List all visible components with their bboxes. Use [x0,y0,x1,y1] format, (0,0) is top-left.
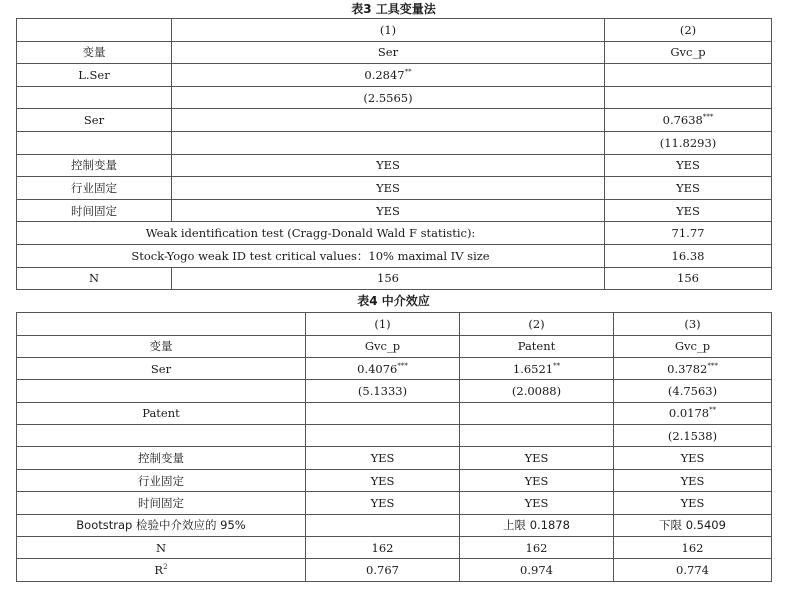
value-cell: 16.38 [605,244,772,267]
value-cell: YES [460,469,614,491]
significance-stars: ** [404,68,412,77]
row-label: Bootstrap 检验中介效应的 95% [17,514,306,536]
value-cell: 162 [460,537,614,559]
value-cell: YES [605,177,772,200]
row-label [17,559,306,581]
col-number: (2) [460,313,614,335]
r2-label: R [154,563,164,578]
col-header: Gvc_p [306,335,460,357]
table-row [17,380,772,402]
table-row [17,402,772,424]
table-row [17,469,772,491]
significance-stars: *** [702,113,714,122]
value-cell: 0.974 [460,559,614,581]
col-number: (1) [306,313,460,335]
table-row [17,109,772,132]
empty-cell [17,131,172,154]
table-row [17,492,772,514]
table-row [17,222,772,245]
significance-stars: *** [397,361,408,370]
table-row [17,537,772,559]
table-row [17,41,772,64]
col-number: (1) [172,19,605,42]
table-row [17,447,772,469]
coef-value: 0.7638 [662,113,703,128]
value-cell: 上限 0.1878 [460,514,614,536]
table-row [17,335,772,357]
coef-value: 1.6521 [512,361,554,376]
value-cell: 71.77 [605,222,772,245]
value-cell: YES [306,469,460,491]
tstat-cell: (2.5565) [172,86,605,109]
significance-stars: ** [709,406,717,415]
col-number: (3) [614,313,772,335]
row-label: N [17,537,306,559]
empty-cell [172,109,605,132]
row-label: 行业固定 [17,177,172,200]
r2-superscript: 2 [163,563,168,572]
value-cell: YES [605,154,772,177]
col-number: (2) [605,19,772,42]
empty-cell [460,425,614,447]
table-row [17,514,772,536]
value-cell: 0.774 [614,559,772,581]
value-cell: YES [172,154,605,177]
value-cell: YES [614,469,772,491]
value-cell: YES [306,492,460,514]
value-cell: YES [614,492,772,514]
coef-value: 0.3782 [667,361,708,376]
value-cell: YES [614,447,772,469]
value-cell: YES [605,199,772,222]
value-cell: YES [460,492,614,514]
row-label: 控制变量 [17,154,172,177]
value-cell: YES [172,177,605,200]
tstat-cell: (5.1333) [306,380,460,402]
value-cell: 162 [306,537,460,559]
row-label: Stock-Yogo weak ID test critical values：10% maximal IV size [17,244,605,267]
table-row [17,313,772,335]
header-label: 变量 [17,335,306,357]
empty-cell [17,19,172,42]
empty-cell [306,425,460,447]
significance-stars: *** [707,361,718,370]
coef-value: 0.2847 [364,67,405,82]
row-label: Ser [17,109,172,132]
tstat-cell: (2.0088) [460,380,614,402]
header-label: 变量 [17,41,172,64]
tstat-cell: (2.1538) [614,425,772,447]
col-header: Gvc_p [614,335,772,357]
coef-cell [614,402,772,424]
empty-cell [17,86,172,109]
empty-cell [460,402,614,424]
row-label: 时间固定 [17,199,172,222]
table-row [17,425,772,447]
row-label: 控制变量 [17,447,306,469]
value-cell: 156 [172,267,605,290]
empty-cell [17,380,306,402]
coef-cell [172,64,605,87]
table4-title: 表4 中介效应 [357,294,430,309]
value-cell: 0.767 [306,559,460,581]
value-cell: 下限 0.5409 [614,514,772,536]
value-cell: 162 [614,537,772,559]
table-row [17,86,772,109]
table3 [16,18,772,290]
empty-cell [17,313,306,335]
table4 [16,312,772,582]
coef-value: 0.0178 [668,406,710,421]
table-row [17,19,772,42]
coef-value: 0.4076 [357,361,398,376]
row-label: 行业固定 [17,469,306,491]
empty-cell [306,402,460,424]
empty-cell [17,425,306,447]
tstat-cell: (4.7563) [614,380,772,402]
coef-cell [614,357,772,379]
empty-cell [306,514,460,536]
table-row [17,267,772,290]
table-row [17,559,772,581]
row-label: Patent [17,402,306,424]
empty-cell [605,86,772,109]
col-header: Gvc_p [605,41,772,64]
col-header: Ser [172,41,605,64]
col-header: Patent [460,335,614,357]
coef-cell [460,357,614,379]
value-cell: YES [460,447,614,469]
table-row [17,199,772,222]
row-label: 时间固定 [17,492,306,514]
table-row [17,244,772,267]
table-row [17,177,772,200]
empty-cell [605,64,772,87]
tstat-cell: (11.8293) [605,131,772,154]
significance-stars: ** [553,361,561,370]
row-label: L.Ser [17,64,172,87]
table3-title: 表3 工具变量法 [351,2,436,16]
value-cell: YES [172,199,605,222]
row-label: N [17,267,172,290]
table-row [17,131,772,154]
coef-cell [605,109,772,132]
table-row [17,64,772,87]
row-label: Ser [17,357,306,379]
table-row [17,154,772,177]
value-cell: YES [306,447,460,469]
value-cell: 156 [605,267,772,290]
empty-cell [172,131,605,154]
coef-cell [306,357,460,379]
table-row [17,357,772,379]
row-label: Weak identification test (Cragg-Donald Wald F statistic): [17,222,605,245]
